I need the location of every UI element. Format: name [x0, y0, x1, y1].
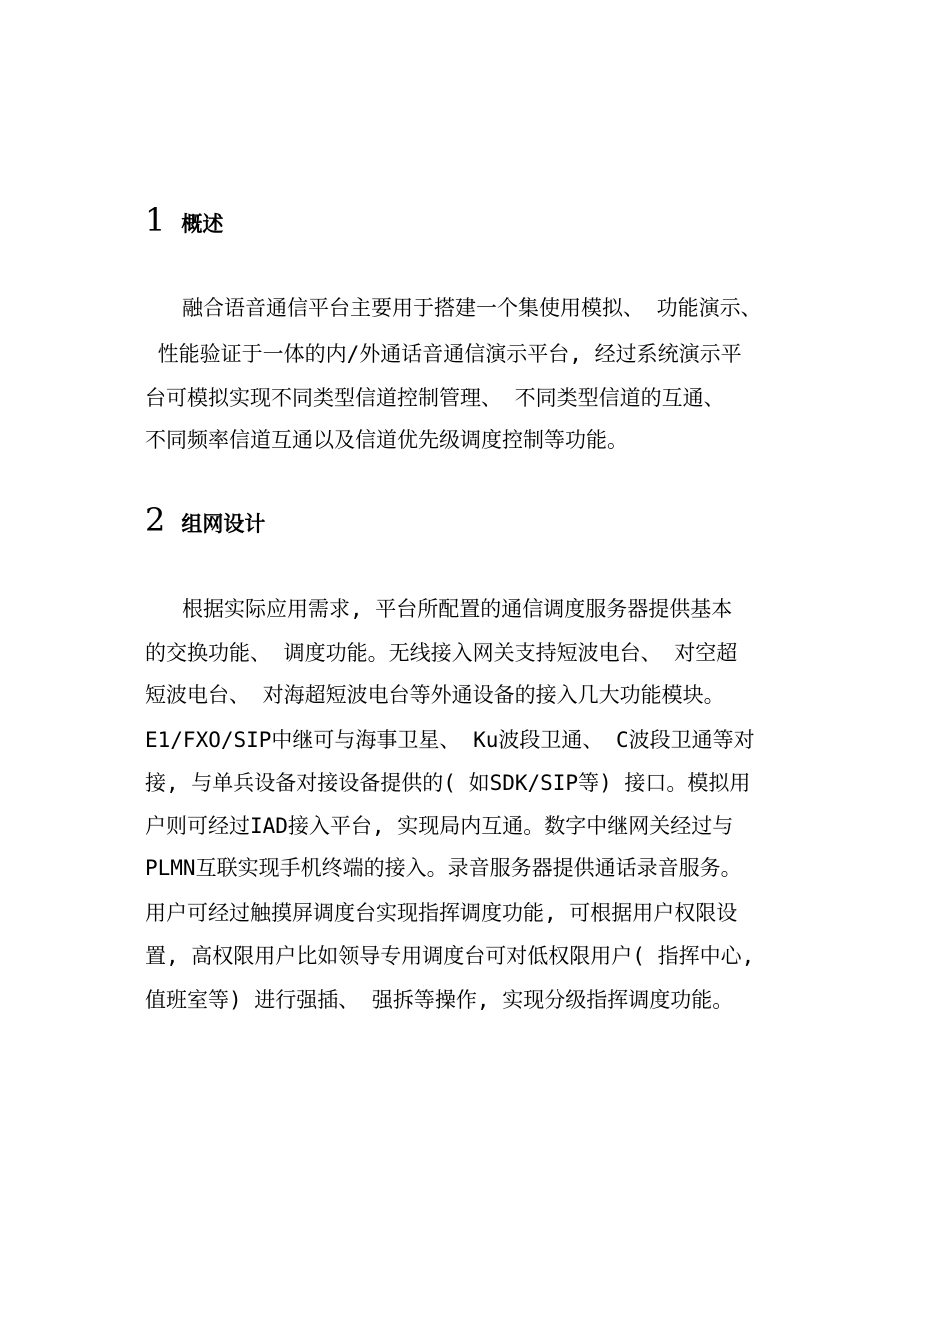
paragraph-line: 置, 高权限用户比如领导专用调度台可对低权限用户( 指挥中心, [145, 944, 755, 968]
paragraph-line: 值班室等) 进行强插、 强拆等操作, 实现分级指挥调度功能。 [145, 988, 734, 1012]
paragraph-line: 户则可经过IAD接入平台, 实现局内互通。数字中继网关经过与 [145, 814, 734, 838]
paragraph-line: 台可模拟实现不同类型信道控制管理、 不同类型信道的互通、 [145, 386, 725, 410]
section-2-heading [145, 500, 265, 540]
paragraph-line: 接, 与单兵设备对接设备提供的( 如SDK/SIP等) 接口。模拟用 [145, 771, 751, 795]
paragraph-line: 性能验证于一体的内/外通话音通信演示平台, 经过系统演示平 [145, 342, 742, 366]
paragraph-line: PLMN互联实现手机终端的接入。录音服务器提供通话录音服务。 [145, 856, 742, 880]
paragraph-line: 根据实际应用需求, 平台所配置的通信调度服务器提供基本 [182, 597, 733, 621]
section-1-number: 1 [145, 201, 166, 239]
section-1-title: 概述 [181, 212, 224, 236]
paragraph-line: 融合语音通信平台主要用于搭建一个集使用模拟、 功能演示、 [182, 296, 762, 320]
section-2-title: 组网设计 [181, 512, 266, 536]
section-1-heading [145, 200, 223, 240]
section-2-number: 2 [145, 501, 166, 539]
paragraph-line: 不同频率信道互通以及信道优先级调度控制等功能。 [145, 428, 628, 452]
paragraph-line: 的交换功能、 调度功能。无线接入网关支持短波电台、 对空超 [145, 641, 738, 665]
paragraph-line: 短波电台、 对海超短波电台等外通设备的接入几大功能模块。 [145, 683, 725, 707]
paragraph-line: 用户可经过触摸屏调度台实现指挥调度功能, 可根据用户权限设 [145, 901, 738, 925]
paragraph-line: E1/FXO/SIP中继可与海事卫星、 Ku波段卫通、 C波段卫通等对 [145, 728, 755, 752]
